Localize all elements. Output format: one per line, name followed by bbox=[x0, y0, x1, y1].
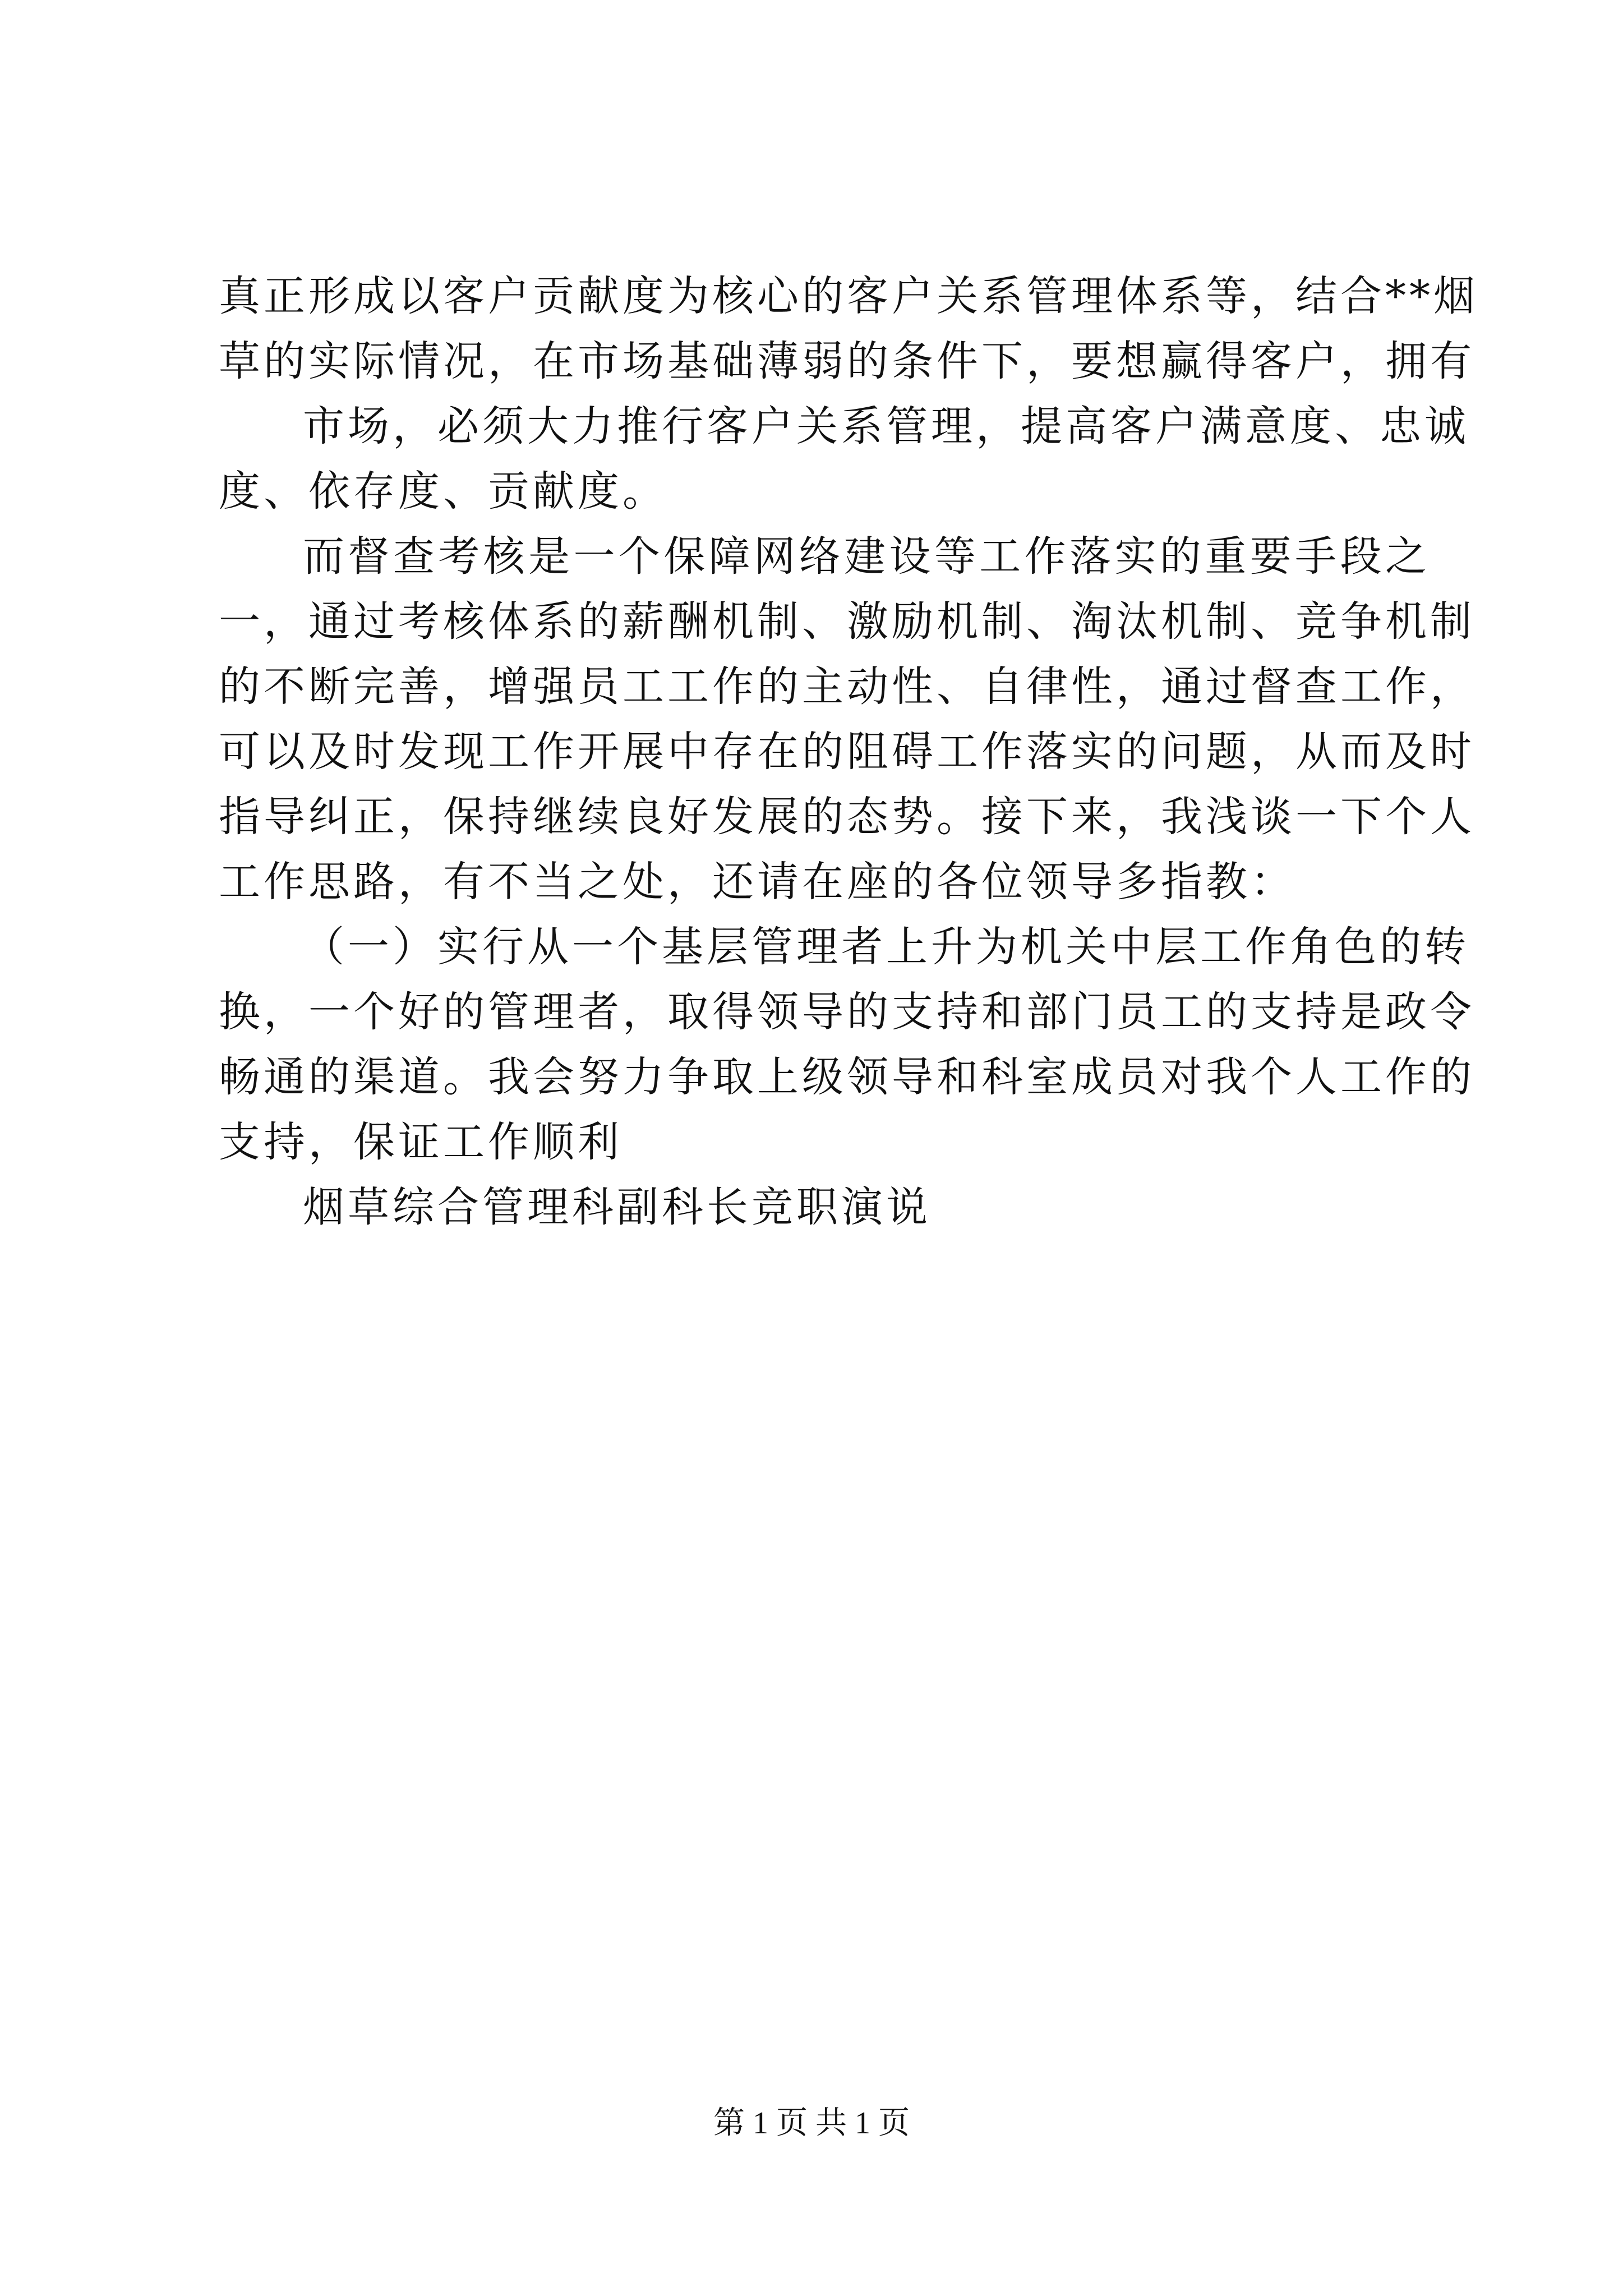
text-line: 的不断完善，增强员工工作的主动性、自律性，通过督查工作， bbox=[219, 662, 1475, 711]
text-line: 指导纠正，保持继续良好发展的态势。接下来，我浅谈一下个人 bbox=[219, 793, 1475, 841]
text-line: 工作思路，有不当之处，还请在座的各位领导多指教： bbox=[219, 858, 1295, 906]
text-line: 真正形成以客户贡献度为核心的客户关系管理体系等，结合**烟 bbox=[219, 272, 1478, 320]
text-line: （一）实行从一个基层管理者上升为机关中层工作角色的转 bbox=[303, 923, 1469, 971]
text-line: 而督查考核是一个保障网络建设等工作落实的重要手段之 bbox=[303, 532, 1430, 581]
page-number-footer: 第 1 页 共 1 页 bbox=[713, 2106, 910, 2141]
text-line: 度、依存度、贡献度。 bbox=[219, 467, 667, 516]
document-body bbox=[219, 264, 1478, 1240]
document-title-line: 烟草综合管理科副科长竞职演说 bbox=[303, 1183, 931, 1231]
text-line: 畅通的渠道。我会努力争取上级领导和科室成员对我个人工作的 bbox=[219, 1053, 1475, 1101]
text-line: 可以及时发现工作开展中存在的阻碍工作落实的问题，从而及时 bbox=[219, 728, 1475, 776]
text-line: 草的实际情况，在市场基础薄弱的条件下，要想赢得客户，拥有 bbox=[219, 337, 1475, 385]
text-line: 换，一个好的管理者，取得领导的支持和部门员工的支持是政令 bbox=[219, 988, 1475, 1036]
text-line: 市场，必须大力推行客户关系管理，提高客户满意度、忠诚 bbox=[303, 402, 1469, 450]
text-line: 支持，保证工作顺利 bbox=[219, 1118, 623, 1166]
text-line: 一，通过考核体系的薪酬机制、激励机制、淘汰机制、竞争机制 bbox=[219, 597, 1475, 646]
